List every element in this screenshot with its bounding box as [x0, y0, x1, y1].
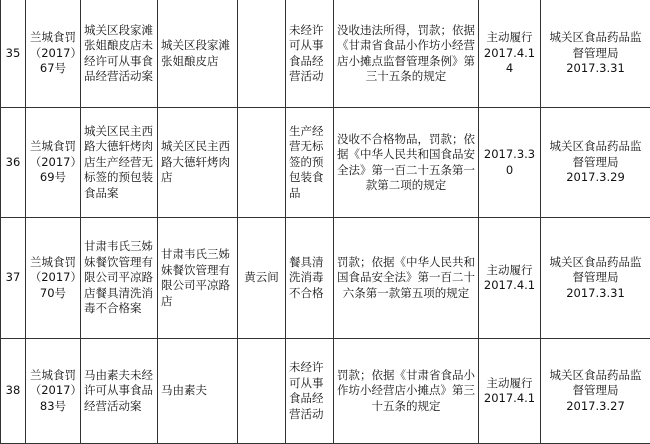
execution-status: 2017.3.30: [479, 108, 541, 218]
authority-and-date: 城关区食品药品监督管理局 2017.3.31: [541, 218, 650, 339]
case-name: 城关区民主西路大德轩烤肉店生产经营无标签的预包装食品案: [81, 108, 158, 218]
row-index: 35: [1, 0, 26, 108]
party-name: 马由素夫: [158, 339, 238, 444]
illegal-fact: 生产经营无标签的预包装食品: [286, 108, 334, 218]
table-row: [1, 108, 650, 218]
party-name: 城关区民主西路大德轩烤肉店: [158, 108, 238, 218]
illegal-fact: 未经许可从事食品经营活动: [286, 0, 334, 108]
penalty-doc-number: 兰城食罚（2017）69号: [26, 108, 81, 218]
execution-status: 主动履行 2017.4.1: [479, 339, 541, 444]
authority-and-date: 城关区食品药品监督管理局 2017.3.31: [541, 0, 650, 108]
legal-representative: 黄云间: [238, 218, 286, 339]
party-name: 甘肃韦氏三姊妹餐饮管理有限公司平凉路店: [158, 218, 238, 339]
table-row: [1, 218, 650, 339]
party-name: 城关区段家滩张姐酿皮店: [158, 0, 238, 108]
execution-status: 主动履行 2017.4.1: [479, 218, 541, 339]
penalty-doc-number: 兰城食罚（2017）70号: [26, 218, 81, 339]
row-index: 37: [1, 218, 26, 339]
execution-status: 主动履行 2017.4.14: [479, 0, 541, 108]
table-row: [1, 339, 650, 444]
authority-and-date: 城关区食品药品监督管理局 2017.3.27: [541, 339, 650, 444]
penalty-basis: 没收违法所得，罚款；依据《甘肃省食品小作坊小经营店小摊点监督管理条例》第三十五条的规定: [334, 0, 479, 108]
table-row: [1, 0, 650, 108]
row-index: 36: [1, 108, 26, 218]
penalty-basis: 罚款；依据《甘肃省食品小作坊小经营店小摊点》第三十五条的规定: [334, 339, 479, 444]
illegal-fact: 餐具清洗消毒不合格: [286, 218, 334, 339]
penalty-basis: 罚款；依据《中华人民共和国食品安全法》第一百二十六条第一款第五项的规定: [334, 218, 479, 339]
case-name: 城关区段家滩张姐酿皮店未经许可从事食品经营活动案: [81, 0, 158, 108]
penalty-doc-number: 兰城食罚（2017）67号: [26, 0, 81, 108]
penalty-basis: 没收不合格物品，罚款；依据《中华人民共和国食品安全法》第一百二十五条第一款第二项的规定: [334, 108, 479, 218]
legal-representative: [238, 339, 286, 444]
authority-and-date: 城关区食品药品监督管理局 2017.3.29: [541, 108, 650, 218]
illegal-fact: 未经许可从事食品经营活动: [286, 339, 334, 444]
case-name: 马由素夫未经许可从事食品经营活动案: [81, 339, 158, 444]
legal-representative: [238, 108, 286, 218]
legal-representative: [238, 0, 286, 108]
row-index: 38: [1, 339, 26, 444]
case-name: 甘肃韦氏三姊妹餐饮管理有限公司平凉路店餐具清洗消毒不合格案: [81, 218, 158, 339]
penalty-doc-number: 兰城食罚（2017）83号: [26, 339, 81, 444]
